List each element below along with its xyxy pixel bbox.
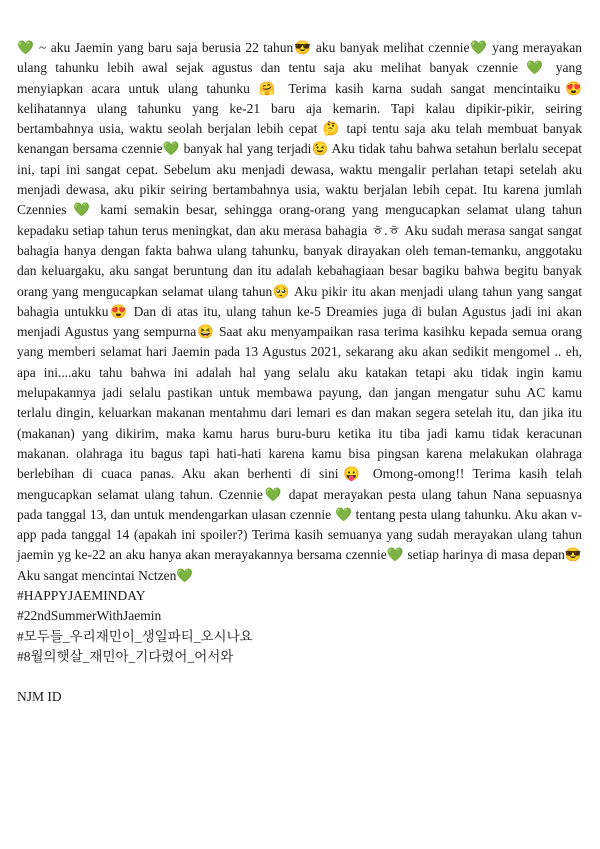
signature: NJM ID <box>17 689 62 705</box>
hashtag: #모두들_우리재민이_생일파티_오시나요 <box>17 628 253 644</box>
spacer <box>17 667 582 687</box>
closing-block <box>17 566 582 667</box>
hashtag: #HAPPYJAEMINDAY <box>17 588 146 604</box>
hashtag: #8월의햇살_재민아_기다렸어_어서와 <box>17 648 234 664</box>
closing-line: Aku sangat mencintai Nctzen💚 <box>17 567 194 583</box>
birthday-message: 💚 ~ aku Jaemin yang baru saja berusia 22 tahun😎 aku banyak melihat czennie💚 yang merayakan ulang tahunku lebih awal sejak agustus dan tentu saja aku melihat banyak czennie 💚 yang menyiapkan acara untuk ulang tahunku 🤗 Terima kasih karna sudah sangat mencintaiku😍 kelihatannya ulang tahunku yang ke-21 baru aja kemarin. Tapi kalau dipikir-pikir, seiring bertambahnya usia, waktu seolah berjalan lebih cepat 🤔 tapi tentu saja aku telah membuat banyak kenangan bersama czennie💚 banyak hal yang terjadi😉 Aku tidak tahu bahwa setahun berlalu secepat ini, tapi ini sangat cepat. Sebelum aku menjadi dewasa, waktu mengalir perlahan tetapi setelah aku menjadi dewasa, aku pikir seiring bertambahnya usia, waktu berjalan lebih cepat. Itu karena jumlah Czennies 💚 kami semakin besar, sehingga orang-orang yang mengucapkan selamat ulang tahun kepadaku setiap tahun terus meningkat, dan aku merasa bahagia ㅎ.ㅎ Aku sudah merasa sangat sangat bahagia hanya dengan fakta bahwa ulang tahunku, banyak dirayakan oleh teman-temanku, anggotaku dan keluargaku, aku sangat beruntung dan itu adalah kebahagiaan besar bagiku bahwa begitu banyak orang yang mengucapkan selamat ulang tahun🥺 Aku pikir itu akan menjadi ulang tahun yang sangat bahagia untukku😍 Dan di atas itu, ulang tahun ke-5 Dreamies juga di bulan Agustus jadi ini akan menjadi Agustus yang sempurna😆 Saat aku menyampaikan rasa terima kasihku kepada semua orang yang memberi selamat hari Jaemin pada 13 Agustus 2021, sekarang aku akan sedikit mengomel .. eh, apa ini....aku tahu bahwa ini adalah hal yang selalu aku katakan tetapi aku tidak ingin kamu melupakannya jadi selalu pastikan untuk membawa payung, dan jangan mengatur suhu AC kamu terlalu dingin, keluarkan makanan mentahmu dari lemari es dan makan segera setelah itu, dan jika itu (makanan) yang dikirim, maka kamu harus buru-buru ketika itu tiba jadi kamu tidak keracunan makanan. olahraga itu bagus tapi hati-hati karena kamu bisa pingsan karena melakukan olahraga berlebihan di cuaca panas. Aku akan berhenti di sini😛 Omong-omong!! Terima kasih telah mengucapkan selamat ulang tahun. Czennie💚 dapat merayakan pesta ulang tahun Nana sepuasnya pada tanggal 13, dan untuk mendengarkan ulasan czennie 💚 tentang pesta ulang tahunku. Aku akan v-app pada tanggal 14 (apakah ini spoiler?) Terima kasih semuanya yang sudah merayakan ulang tahun jaemin yg ke-22 an aku hanya akan merayakannya bersama czennie💚 setiap harinya di masa depan😎 <box>17 40 582 563</box>
hashtag: #22ndSummerWithJaemin <box>17 608 162 624</box>
